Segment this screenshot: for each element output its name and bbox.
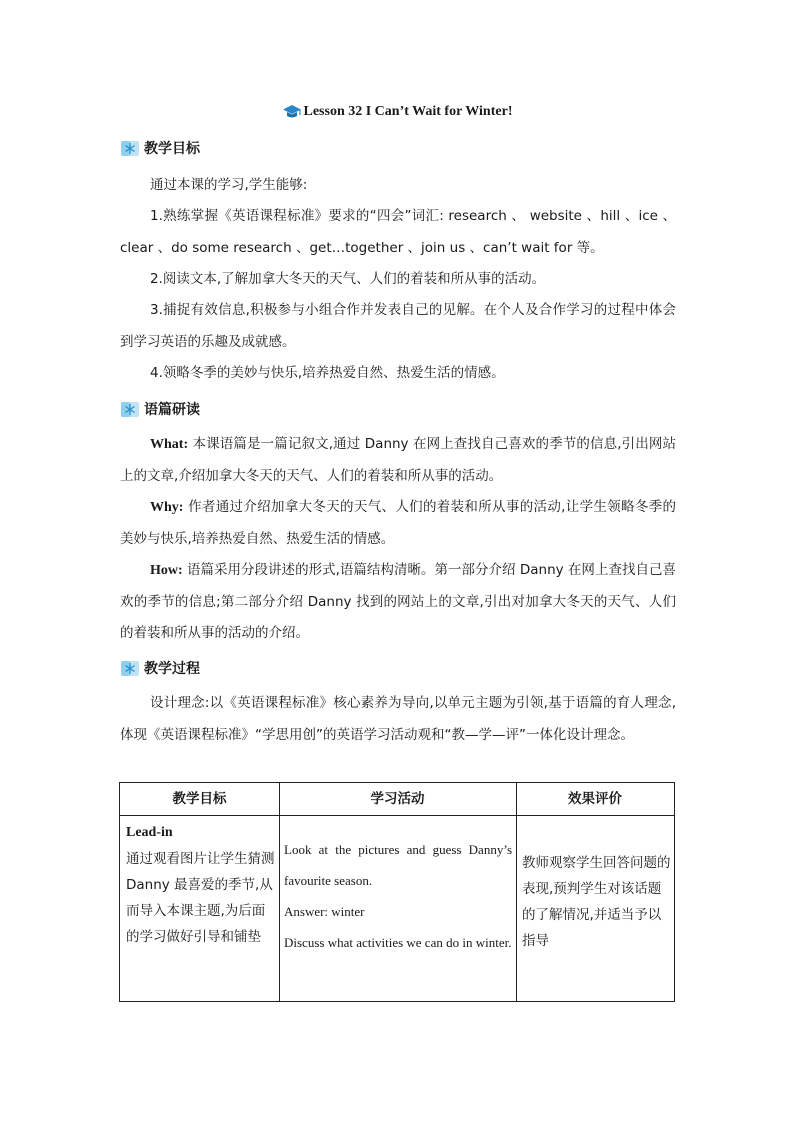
table-cell-goal <box>126 816 276 950</box>
activity-line: Look at the pictures and guess Danny’s favourite season. <box>284 842 512 888</box>
section-analysis-heading <box>120 397 200 421</box>
design-concept: 设计理念:以《英语课程标准》核心素养为导向,以单元主题为引领,基于语篇的育人理念,体现《英语课程标准》“学思用创”的英语学习活动观和“教—学—评”一体化设计理念。 <box>120 695 676 743</box>
snowflake-book-icon <box>120 399 140 419</box>
table-header: 教学目标 <box>172 791 227 807</box>
analysis-what <box>120 429 676 492</box>
table-header: 效果评价 <box>568 791 622 807</box>
teaching-table <box>119 782 675 1002</box>
why-label: Why: <box>150 500 184 515</box>
goal-text: 通过观看图片让学生猜测 Danny 最喜爱的季节,从而导入本课主题,为后面的学习做好引导和铺垫 <box>126 851 275 945</box>
table-cell-evaluation: 教师观察学生回答问题的表现,预判学生对该话题的了解情况,并适当予以指导 <box>522 855 671 949</box>
graduation-cap-icon <box>282 104 302 120</box>
section-objectives-heading <box>120 136 200 160</box>
lead-in-label: Lead-in <box>126 825 173 840</box>
objective-item: 3.捕捉有效信息,积极参与小组合作并发表自己的见解。在个人及合作学习的过程中体会到学习英语的乐趣及成就感。 <box>120 302 676 350</box>
table-divider <box>279 783 280 1001</box>
table-divider <box>516 783 517 1001</box>
analysis-why <box>120 492 676 555</box>
section-analysis-title: 语篇研读 <box>144 402 200 418</box>
table-header-row <box>120 783 674 816</box>
section-process-heading <box>120 656 200 680</box>
lesson-title <box>0 104 794 120</box>
activity-line: Discuss what activities we can do in winter. <box>284 935 512 950</box>
what-label: What: <box>150 437 189 452</box>
what-text: 本课语篇是一篇记叙文,通过 Danny 在网上查找自己喜欢的季节的信息,引出网站上的文章,介绍加拿大冬天的天气、人们的着装和所从事的活动。 <box>120 436 676 484</box>
table-header: 学习活动 <box>370 791 425 807</box>
snowflake-book-icon <box>120 138 140 158</box>
how-label: How: <box>150 563 183 578</box>
objectives-intro: 通过本课的学习,学生能够: <box>150 177 308 193</box>
table-cell-activity <box>284 816 512 958</box>
how-text: 语篇采用分段讲述的形式,语篇结构清晰。第一部分介绍 Danny 在网上查找自己喜欢的季节的信息;第二部分介绍 Danny 找到的网站上的文章,引出对加拿大冬天的天气、人们的着装和所从事的活动的介绍。 <box>120 562 676 641</box>
activity-line: Answer: winter <box>284 904 365 919</box>
analysis-how <box>120 555 676 650</box>
section-process-title: 教学过程 <box>144 661 200 677</box>
objective-item: 2.阅读文本,了解加拿大冬天的天气、人们的着装和所从事的活动。 <box>150 271 546 287</box>
lesson-title-text: Lesson 32 I Can’t Wait for Winter! <box>303 104 513 119</box>
section-objectives-title: 教学目标 <box>144 141 200 157</box>
objective-item: 4.领略冬季的美妙与快乐,培养热爱自然、热爱生活的情感。 <box>150 365 505 381</box>
objective-item: 1.熟练掌握《英语课程标准》要求的“四会”词汇: research 、 website 、hill 、ice 、clear 、do some research 、get…together 、join us 、can’t wait for 等。 <box>120 208 676 256</box>
why-text: 作者通过介绍加拿大冬天的天气、人们的着装和所从事的活动,让学生领略冬季的美妙与快乐,培养热爱自然、热爱生活的情感。 <box>120 499 676 547</box>
snowflake-book-icon <box>120 658 140 678</box>
